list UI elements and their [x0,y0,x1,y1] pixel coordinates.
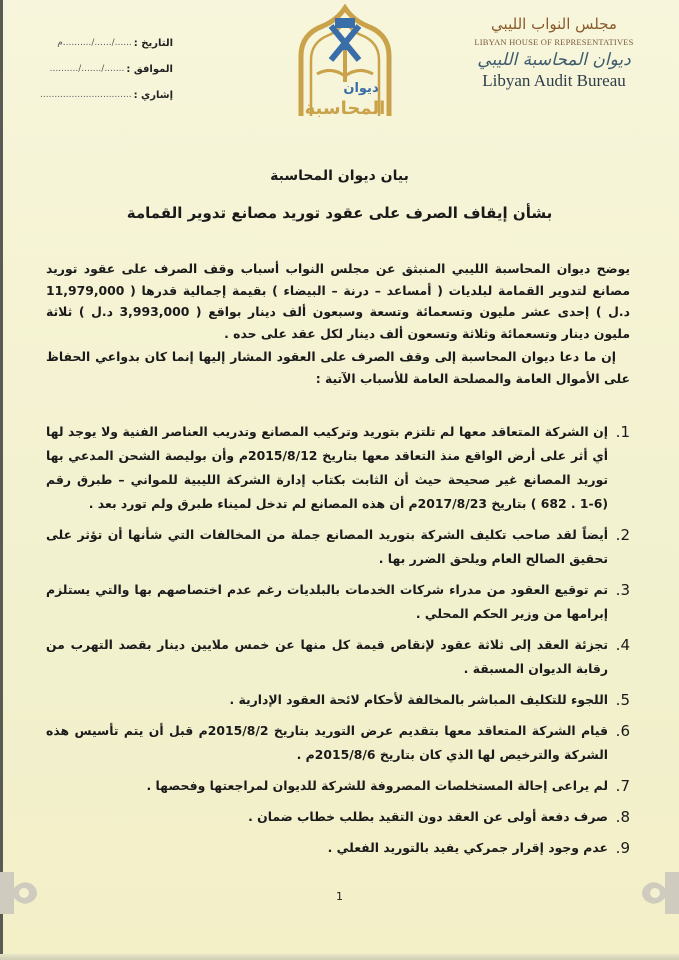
list-item [46,523,630,571]
intro-paragraph-2: إن ما دعا ديوان المحاسبة إلى وقف الصرف على العقود المشار إليها إنما كان بدواعي الحفاظ على الأموال العامة والمصلحة العامة للأسباب الآتية : [46,349,630,386]
item-number: 2. [615,526,630,544]
meta-ref-row [28,82,173,108]
item-number: 6. [615,722,630,740]
item-number: 3. [615,581,630,599]
scan-bottom-edge [0,954,679,960]
document-subject: بشأن إيقاف الصرف على عقود توريد مصانع تدوير القمامة [126,204,553,222]
item-text: صرف دفعة أولى عن العقد دون التقيد بطلب خطاب ضمان . [248,809,608,824]
date-label: التاريخ : [133,37,173,49]
logo-text-bottom: المحاسبة [304,98,386,119]
ref-field: ................................ [40,90,132,100]
bureau-name-en: Libyan Audit Bureau [482,71,626,90]
letterhead [459,14,649,90]
meta-hijri-row [28,56,173,82]
item-text: لم يراعى إحالة المستخلصات المصروفة للشركة للديوان لمراجعتها وفحصها . [146,778,608,793]
list-item [46,774,630,798]
intro-paragraph-1: يوضح ديوان المحاسبة الليبي المنبثق عن مجلس النواب أسباب وقف الصرف على عقود توريد مصانع لتدوير القمامة لبلديات ( أمساعد – درنة – البيضاء ) بقيمة إجمالية قدرها ( 11,979,000 د.ل ) إحدى عشر مليون وتسعمائة وتسعة وسبعون ألف دينار بواقع ( 3,993,000 د.ل ) ثلاثة مليون دينار وتسعمائة وثلاثة وتسعون ألف دينار لكل عقد على حده . [46,261,630,341]
item-number: 4. [615,636,630,654]
item-text: أيضاً لقد صاحب تكليف الشركة بتوريد المصانع جملة من المخالفات التي شأنها أن تؤثر على تحقيق الصالح العام ويلحق الضرر بها . [46,527,608,566]
list-item [46,633,630,681]
item-text: اللجوء للتكليف المباشر بالمخالفة لأحكام لائحة العقود الإدارية . [229,692,608,707]
org-name-ar: مجلس النواب الليبي [491,15,617,33]
hijri-label: الموافق : [126,63,173,75]
date-field: ....../....../..........م [57,38,132,48]
meta-date-row [28,30,173,56]
item-number: 5. [615,691,630,709]
item-number: 7. [615,777,630,795]
item-text: قيام الشركة المتعاقد معها بتقديم عرض التوريد بتاريخ 2015/8/2م قبل أن يتم تأسيس هذه الشركة والترخيص لها الذي كان بتاريخ 2015/8/6م . [46,723,608,762]
audit-bureau-logo [287,4,403,122]
meta-block [28,30,173,108]
list-item [46,420,630,516]
item-number: 1. [615,423,630,441]
intro-section [46,258,630,389]
item-text: عدم وجود إقرار جمركي يفيد بالتوريد الفعلي . [327,840,608,855]
org-name-en: LIBYAN HOUSE OF REPRESENTATIVES [474,37,634,47]
ref-label: إشاري : [133,89,173,101]
list-item [46,688,630,712]
item-text: إن الشركة المتعاقد معها لم تلتزم بتوريد وتركيب المصانع وتدريب العناصر الفنية ولا يوجد لها أي أثر على أرض الواقع منذ التعاقد معها بتاريخ 2015/8/12م وأن بوليصة الشحن المدعي بها توريد المصانع غير صحيحة حيث أن الثابت بكتاب إدارة الشركة الليبية للمواني – طبرق رقم (6-1 . 682 ) بتاريخ 2017/8/23م أن هذه المصانع لم تدخل لميناء طبرق ولم تورد بعد . [46,424,608,511]
list-item [46,719,630,767]
scan-edge [0,0,3,960]
reasons-list [46,420,630,867]
item-text: تم توقيع العقود من مدراء شركات الخدمات بالبلديات رغم عدم اختصاصهم بها والتي يستلزم إبرامها من وزير الحكم المحلي . [46,582,608,621]
hijri-field: ......./......./.......... [49,64,125,74]
bureau-name-ar: ديوان المحاسبة الليبي [477,50,631,70]
logo-text-top: ديوان [343,81,379,96]
list-item [46,805,630,829]
list-item [46,578,630,626]
document-title: بيان ديوان المحاسبة [270,168,409,184]
item-number: 8. [615,808,630,826]
item-text: تجزئة العقد إلى ثلاثة عقود لإنقاص قيمة كل منها عن خمس ملايين دينار بقصد التهرب من رقابة الديوان المسبقة . [46,637,608,676]
list-item [46,836,630,860]
page-number: 1 [336,890,343,903]
item-number: 9. [615,839,630,857]
